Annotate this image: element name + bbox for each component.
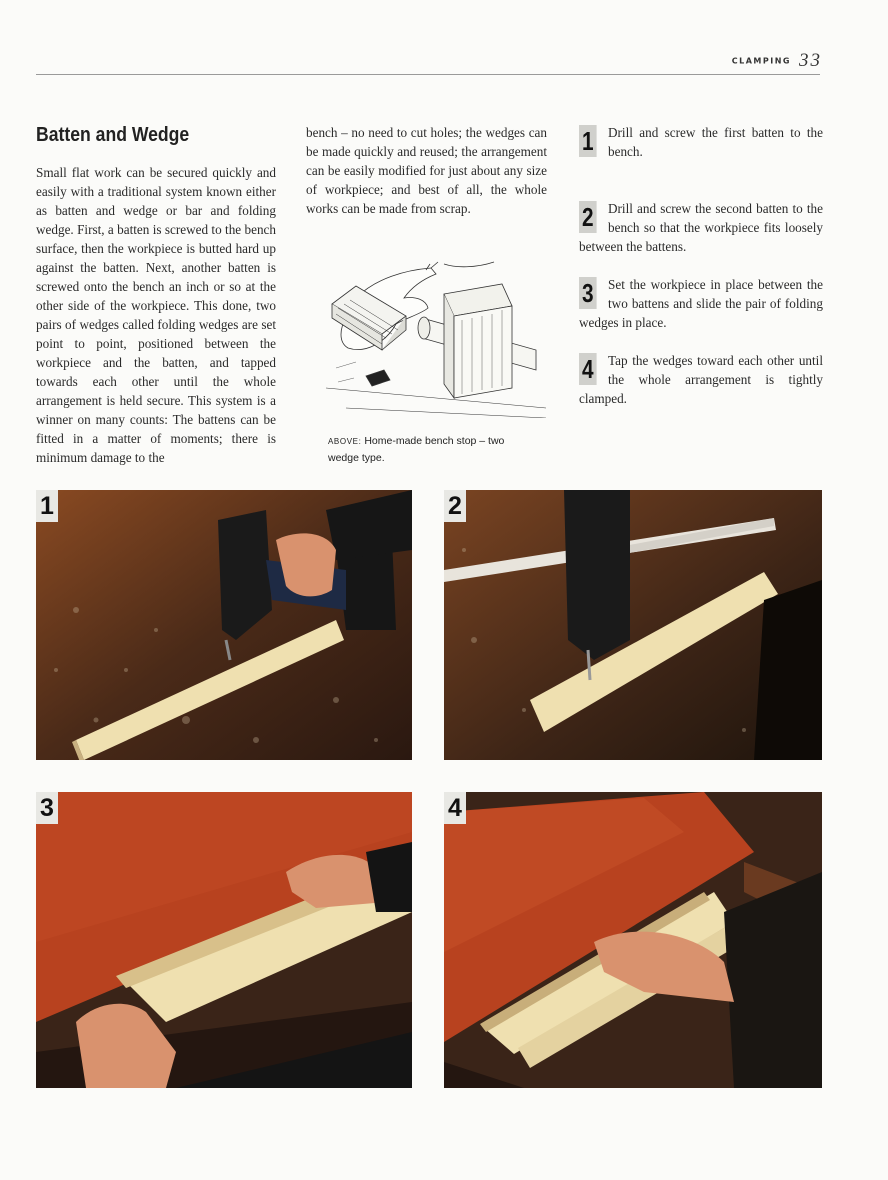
step-number-3: 3 — [579, 277, 597, 309]
step-text-1: Drill and screw the first batten to the bench. — [608, 125, 823, 159]
step-1 — [579, 123, 823, 161]
photo-step-2 — [444, 490, 822, 760]
photo-badge-2: 2 — [444, 490, 466, 522]
bench-stop-illustration — [326, 258, 546, 418]
step-number-2: 2 — [579, 201, 597, 233]
caption-text: Home-made bench stop – two wedge type. — [328, 435, 505, 464]
illustration-caption — [328, 433, 528, 466]
header-rule — [36, 74, 820, 75]
page-number: 33 — [799, 50, 822, 71]
step-text-2: Drill and screw the second batten to the bench so that the workpiece fits loosely between the battens. — [579, 201, 823, 254]
body-text-column-1: Small flat work can be secured quickly and easily with a traditional system known either as batten and wedge or bar and folding wedge. First, a batten is screwed to the bench surface, then the workpiece is butted hard up against the batten. Next, another batten is screwed onto the bench an inch or so at the other side of the workpiece. This done, two pairs of wedges called folding wedges are set point to point, positioned between the workpiece and the batten, and tapped towards each other until the whole arrangement is held secure. This system is a winner on many counts: The battens can be fitted in a matter of moments; there is minimum damage to the — [36, 165, 276, 465]
step-number-4: 4 — [579, 353, 597, 385]
step-text-4: Tap the wedges toward each other until the whole arrangement is tightly clamped. — [579, 353, 823, 406]
article-title: Batten and Wedge — [36, 124, 190, 146]
step-number-1: 1 — [579, 125, 597, 157]
photo-badge-3: 3 — [36, 792, 58, 824]
photo-step-1 — [36, 490, 412, 760]
body-text-column-2: bench – no need to cut holes; the wedges can be made quickly and reused; the arrangement can be easily modified for just about any size of workpiece; and best of all, the whole works can be made from scrap. — [306, 125, 547, 216]
running-head-label: CLAMPING — [731, 56, 791, 66]
photo-badge-4: 4 — [444, 792, 466, 824]
photo-badge-1: 1 — [36, 490, 58, 522]
step-text-3: Set the workpiece in place between the two battens and slide the pair of folding wedges in place. — [579, 277, 823, 330]
caption-lead: ABOVE: — [328, 437, 362, 446]
running-head — [690, 50, 822, 72]
step-2 — [579, 199, 823, 256]
photo-step-3 — [36, 792, 412, 1088]
step-4 — [579, 351, 823, 408]
photo-step-4 — [444, 792, 822, 1088]
step-3 — [579, 275, 823, 332]
